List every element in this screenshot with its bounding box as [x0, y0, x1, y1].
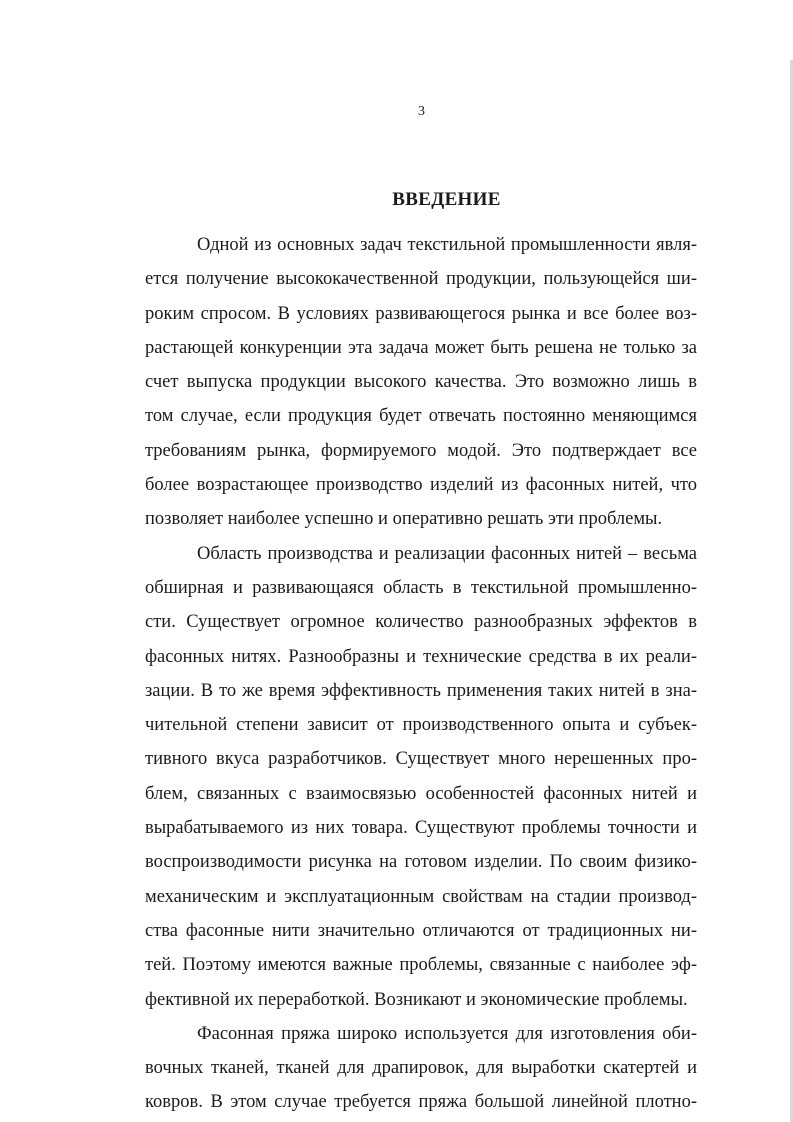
text-line: вочных тканей, тканей для драпировок, для выработки скатертей и	[145, 1058, 697, 1079]
text-line: Одной из основных задач текстильной промышленности явля-	[197, 235, 697, 255]
text-line: позволяет наиболее успешно и оперативно решать эти проблемы.	[145, 509, 663, 530]
text-line: тивного вкуса разработчиков. Существует много нерешенных про-	[145, 749, 697, 770]
text-line: обширная и развивающаяся область в текстильной промышленно-	[145, 577, 697, 598]
paragraph-2	[145, 537, 697, 1017]
text-line: том случае, если продукция будет отвечать постоянно меняющимся	[145, 406, 697, 427]
text-line: счет выпуска продукции высокого качества. Это возможно лишь в	[145, 372, 697, 393]
text-line: блем, связанных с взаимосвязью особенностей фасонных нитей и	[145, 783, 697, 804]
text-line: тей. Поэтому имеются важные проблемы, связанные с наиболее эф-	[145, 955, 697, 976]
text-line: ковров. В этом случае требуется пряжа большой линейной плотно-	[145, 1092, 697, 1113]
text-line: вырабатываемого из них товара. Существуют проблемы точности и	[145, 818, 697, 839]
text-line: фективной их переработкой. Возникают и экономические проблемы.	[145, 989, 688, 1010]
text-line: Область производства и реализации фасонных нитей – весьма	[197, 543, 697, 564]
text-line: роким спросом. В условиях развивающегося рынка и все более воз-	[145, 303, 697, 324]
paragraph-3	[145, 1017, 697, 1120]
paragraph-1	[145, 228, 697, 537]
text-line: ства фасонные нити значительно отличаются от традиционных ни-	[145, 920, 697, 941]
body-text	[145, 228, 697, 1120]
text-line: более возрастающее производство изделий из фасонных нитей, что	[145, 475, 697, 496]
page-number: 3	[418, 104, 425, 119]
text-line: требованиям рынка, формируемого модой. Это подтверждает все	[145, 440, 697, 461]
text-line: механическим и эксплуатационным свойствам на стадии производ-	[145, 886, 697, 907]
text-line: сти. Существует огромное количество разнообразных эффектов в	[145, 612, 697, 633]
text-line: ется получение высококачественной продукции, пользующейся ши-	[145, 269, 697, 290]
text-line: фасонных нитях. Разнообразны и технические средства в их реали-	[145, 646, 697, 667]
text-line: воспроизводимости рисунка на готовом изделии. По своим физико-	[145, 852, 697, 873]
text-line: Фасонная пряжа широко используется для изготовления оби-	[197, 1023, 697, 1044]
text-line: растающей конкуренции эта задача может быть решена не только за	[145, 337, 697, 358]
text-line: чительной степени зависит от производственного опыта и субъек-	[145, 715, 697, 736]
text-line: зации. В то же время эффективность применения таких нитей в зна-	[145, 680, 697, 701]
section-heading: ВВЕДЕНИЕ	[392, 189, 501, 210]
